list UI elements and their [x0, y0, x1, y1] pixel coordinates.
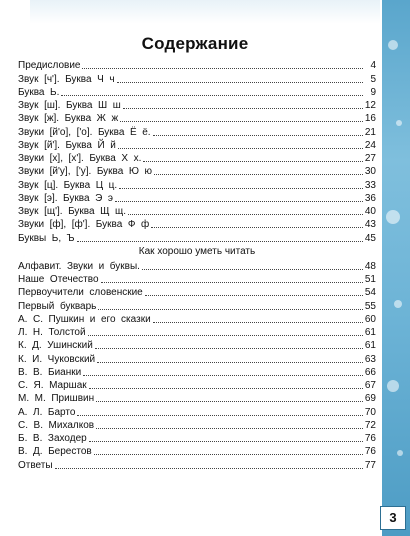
decor-dot [394, 300, 402, 308]
decor-dot [397, 450, 403, 456]
dot-leader [145, 295, 363, 296]
dot-leader [117, 82, 363, 83]
toc-entry-title: С. Я. Маршак [18, 380, 87, 391]
toc-entry[interactable] [18, 404, 376, 417]
dot-leader [153, 135, 363, 136]
toc-entry[interactable] [18, 71, 376, 84]
toc-entry-page: 43 [364, 219, 376, 231]
toc-entry[interactable] [18, 444, 376, 457]
toc-entry-page: 21 [364, 126, 376, 138]
toc-entry[interactable] [18, 325, 376, 338]
toc-entry-title: Звуки [й'у], ['у]. Буква Ю ю [18, 166, 153, 178]
dot-leader [115, 201, 363, 202]
toc-entry-title: В. В. Бианки [18, 366, 82, 378]
dot-leader [128, 214, 363, 215]
toc-entry-title: Звук [щ']. Буква Щ щ. [18, 206, 127, 217]
dot-leader [151, 227, 363, 228]
dot-leader [97, 362, 363, 363]
dot-leader [61, 95, 363, 96]
toc-entry-page: 45 [364, 232, 376, 244]
table-of-contents [18, 58, 376, 471]
toc-entry[interactable] [18, 378, 376, 391]
dot-leader [83, 375, 363, 376]
toc-entry-page: 60 [364, 313, 376, 325]
toc-entry[interactable] [18, 111, 376, 124]
dot-leader [77, 415, 363, 416]
dot-leader [123, 108, 363, 109]
toc-entry-page: 12 [364, 100, 376, 111]
toc-entry-title: К. И. Чуковский [18, 353, 96, 365]
decorative-side-strip [382, 0, 410, 536]
dot-leader [119, 188, 363, 189]
toc-entry-title: М. М. Пришвин [18, 393, 95, 405]
toc-entry-title: Звук [й']. Буква Й й [18, 139, 116, 151]
toc-entry-page: 61 [364, 327, 376, 338]
top-page-shadow [30, 0, 380, 24]
toc-entry-page: 36 [364, 192, 376, 204]
toc-entry-title: В. Д. Берестов [18, 446, 92, 458]
toc-entry-title: Звук [ж]. Буква Ж ж [18, 113, 119, 125]
toc-entry-page: 9 [370, 86, 376, 98]
toc-entry-title: Первый букварь [18, 300, 97, 312]
toc-part-2 [18, 259, 376, 471]
decor-dot [396, 120, 402, 126]
toc-entry[interactable] [18, 85, 376, 98]
toc-entry[interactable] [18, 164, 376, 177]
toc-entry[interactable] [18, 124, 376, 137]
toc-entry[interactable] [18, 138, 376, 151]
dot-leader [88, 335, 363, 336]
toc-entry-title: Звук [ч']. Буква Ч ч [18, 73, 115, 85]
dot-leader [94, 454, 363, 455]
toc-entry-page: 77 [364, 459, 376, 471]
toc-entry[interactable] [18, 351, 376, 364]
dot-leader [82, 68, 363, 69]
dot-leader [118, 148, 363, 149]
toc-entry[interactable] [18, 98, 376, 111]
toc-entry[interactable] [18, 431, 376, 444]
toc-entry-page: 67 [364, 380, 376, 391]
toc-entry-page: 24 [364, 139, 376, 151]
toc-entry-page: 4 [370, 60, 376, 72]
dot-leader [96, 401, 363, 402]
toc-entry-page: 66 [364, 366, 376, 378]
toc-entry-page: 54 [364, 287, 376, 299]
toc-entry-title: Первоучители словенские [18, 287, 143, 299]
toc-entry-page: 27 [364, 153, 376, 164]
dot-leader [95, 348, 363, 349]
toc-entry[interactable] [18, 204, 376, 217]
toc-entry-page: 51 [364, 274, 376, 285]
dot-leader [101, 282, 363, 283]
toc-entry-title: Ответы [18, 459, 53, 471]
toc-entry-title: К. Д. Ушинский [18, 340, 93, 352]
toc-entry-page: 69 [364, 393, 376, 405]
toc-entry-title: Звук [ш]. Буква Ш ш [18, 100, 121, 111]
toc-entry-page: 5 [370, 73, 376, 85]
toc-entry-page: 16 [364, 113, 376, 125]
toc-entry[interactable] [18, 365, 376, 378]
toc-entry[interactable] [18, 151, 376, 164]
dot-leader [120, 121, 363, 122]
page-title: Содержание [141, 34, 249, 53]
toc-entry[interactable] [18, 338, 376, 351]
toc-entry-title: Наше Отечество [18, 274, 99, 285]
toc-entry[interactable] [18, 217, 376, 230]
toc-entry-title: Звуки [й'о], ['о]. Буква Ё ё. [18, 126, 151, 138]
toc-entry[interactable] [18, 230, 376, 243]
toc-entry-page: 40 [364, 206, 376, 217]
toc-entry[interactable] [18, 272, 376, 285]
toc-entry-title: Буква Ь. [18, 86, 60, 98]
toc-entry-title: А. Л. Барто [18, 406, 76, 418]
toc-entry[interactable] [18, 285, 376, 298]
toc-entry[interactable] [18, 177, 376, 190]
toc-entry-page: 76 [364, 446, 376, 458]
dot-leader [143, 161, 363, 162]
toc-entry-page: 55 [364, 300, 376, 312]
toc-entry-page: 61 [364, 340, 376, 352]
toc-entry-title: Звуки [х], [х']. Буква Х х. [18, 153, 142, 164]
page-number: 3 [380, 506, 406, 530]
toc-entry-title: Л. Н. Толстой [18, 327, 86, 338]
dot-leader [98, 309, 363, 310]
toc-entry[interactable] [18, 312, 376, 325]
dot-leader [96, 428, 363, 429]
toc-entry[interactable] [18, 191, 376, 204]
toc-entry-page: 33 [364, 179, 376, 191]
section-heading: Как хорошо уметь читать [138, 245, 256, 257]
toc-entry[interactable] [18, 457, 376, 470]
toc-entry-page: 48 [364, 260, 376, 272]
dot-leader [89, 441, 363, 442]
toc-entry-page: 70 [364, 406, 376, 418]
toc-entry-title: Звуки [ф], [ф']. Буква Ф ф [18, 219, 150, 231]
dot-leader [142, 269, 363, 270]
dot-leader [55, 468, 363, 469]
dot-leader [154, 174, 363, 175]
toc-entry-page: 30 [364, 166, 376, 178]
toc-entry-title: А. С. Пушкин и его сказки [18, 313, 151, 325]
toc-entry[interactable] [18, 418, 376, 431]
toc-part-1 [18, 58, 376, 244]
toc-entry-title: С. В. Михалков [18, 419, 95, 431]
toc-entry-title: Буквы Ь, Ъ [18, 232, 75, 244]
toc-entry[interactable] [18, 298, 376, 311]
toc-entry-page: 72 [364, 419, 376, 431]
dot-leader [77, 241, 363, 242]
decor-dot [387, 380, 399, 392]
toc-entry-title: Предисловие [18, 60, 81, 72]
toc-entry-page: 76 [364, 433, 376, 444]
dot-leader [89, 388, 363, 389]
toc-entry-page: 63 [364, 353, 376, 365]
toc-entry[interactable] [18, 259, 376, 272]
toc-entry[interactable] [18, 391, 376, 404]
toc-entry[interactable] [18, 58, 376, 71]
decor-dot [386, 210, 400, 224]
toc-entry-title: Звук [э]. Буква Э э [18, 192, 113, 204]
toc-entry-title: Алфавит. Звуки и буквы. [18, 260, 140, 272]
toc-entry-title: Б. В. Заходер [18, 433, 87, 444]
dot-leader [153, 322, 363, 323]
toc-entry-title: Звук [ц]. Буква Ц ц. [18, 179, 118, 191]
